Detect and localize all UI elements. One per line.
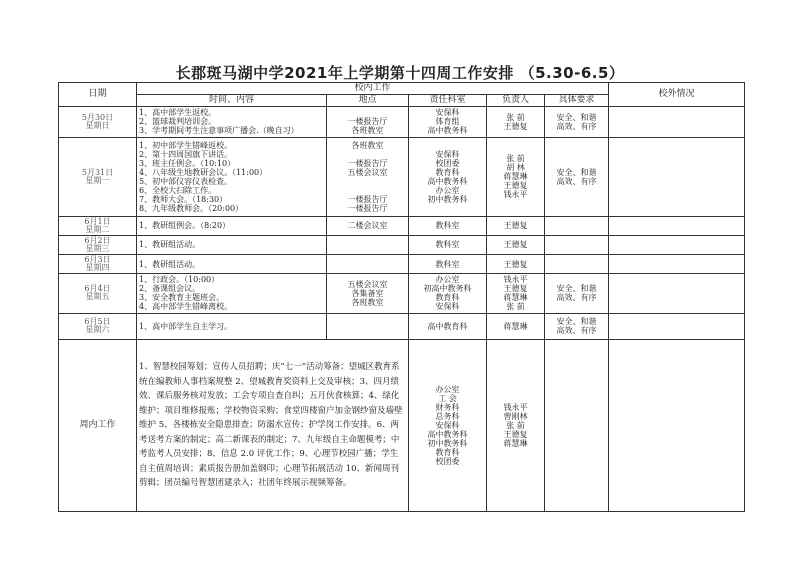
weekly-dept-cell bbox=[409, 339, 487, 511]
header-time-content: 时间、内容 bbox=[137, 95, 327, 107]
header-person: 负责人 bbox=[487, 95, 545, 107]
location-item bbox=[329, 177, 406, 186]
agenda-cell bbox=[137, 235, 327, 254]
requirement-cell bbox=[545, 254, 609, 273]
person-item: 王德复 bbox=[503, 284, 528, 294]
page-title: 长郡斑马湖中学2021年上学期第十四周工作安排 （5.30-6.5） bbox=[175, 64, 625, 82]
person-item: 王德复 bbox=[503, 259, 528, 269]
date-label: 6月5日 bbox=[84, 317, 111, 327]
date-cell bbox=[59, 254, 137, 273]
outside-cell bbox=[609, 216, 745, 235]
person-cell bbox=[487, 274, 545, 313]
agenda-item: 7、教师大会。（18:30） bbox=[139, 194, 228, 204]
dept-item: 教育科 bbox=[435, 167, 460, 177]
person-cell bbox=[487, 137, 545, 216]
requirement-item: 高效、有序 bbox=[556, 121, 597, 131]
location-cell bbox=[327, 254, 409, 273]
dept-cell bbox=[409, 235, 487, 254]
agenda-item: 1、高中部学生自主学习。 bbox=[139, 321, 233, 331]
table-row bbox=[59, 137, 745, 216]
date-label: 5月31日 bbox=[81, 167, 114, 177]
person-item: 王德复 bbox=[503, 221, 528, 231]
person-item: 曾刚林 bbox=[503, 411, 528, 421]
table-row bbox=[59, 107, 745, 137]
agenda-cell bbox=[137, 107, 327, 137]
dept-item: 安保科 bbox=[435, 108, 460, 118]
date-cell bbox=[59, 274, 137, 313]
agenda-item: 1、行政会。（10:00） bbox=[139, 275, 220, 285]
dept-item: 办公室 bbox=[435, 275, 460, 285]
requirement-cell bbox=[545, 274, 609, 313]
location-cell bbox=[327, 235, 409, 254]
outside-cell bbox=[609, 313, 745, 339]
person-item: 蒋慧琳 bbox=[503, 321, 528, 331]
table-row bbox=[59, 216, 745, 235]
weekly-row bbox=[59, 339, 745, 511]
person-item: 王德复 bbox=[503, 429, 528, 439]
dept-item: 工 会 bbox=[438, 393, 457, 403]
location-item: 五楼会议室 bbox=[347, 279, 388, 289]
requirement-item: 高效、有序 bbox=[556, 293, 597, 303]
dept-item: 财务科 bbox=[435, 402, 460, 412]
location-item bbox=[329, 322, 406, 331]
dept-item: 安保科 bbox=[435, 302, 460, 312]
dept-item: 初高中教务科 bbox=[423, 284, 472, 294]
requirement-cell bbox=[545, 107, 609, 137]
agenda-item: 5、初中部仪容仪表检查。 bbox=[139, 176, 233, 186]
dept-item: 总务科 bbox=[435, 411, 460, 421]
agenda-item: 1、初中部学生错峰返校。 bbox=[139, 140, 233, 150]
outside-cell bbox=[609, 254, 745, 273]
dept-item: 高中教育科 bbox=[427, 321, 468, 331]
header-requirements: 具体要求 bbox=[545, 95, 609, 107]
person-item: 蒋慧琳 bbox=[503, 438, 528, 448]
requirement-item: 高效、有序 bbox=[556, 326, 597, 336]
date-label: 6月1日 bbox=[84, 216, 111, 226]
requirement-cell bbox=[545, 235, 609, 254]
dept-item: 教育科 bbox=[435, 447, 460, 457]
agenda-item: 3、安全教育主题班会。 bbox=[139, 293, 225, 303]
person-item: 钱永平 bbox=[503, 190, 528, 200]
header-date: 日期 bbox=[59, 83, 137, 107]
agenda-cell bbox=[137, 254, 327, 273]
table-row bbox=[59, 254, 745, 273]
location-item bbox=[329, 150, 406, 159]
person-item: 胡 林 bbox=[506, 163, 525, 173]
location-item: 各班教室 bbox=[351, 140, 384, 150]
agenda-item: 2、第十四周国旗下讲话。 bbox=[139, 149, 233, 159]
agenda-item: 3、学考期间考生注意事项广播会.（晚自习） bbox=[139, 126, 299, 136]
weekday-label: 星期二 bbox=[85, 224, 110, 234]
agenda-cell bbox=[137, 137, 327, 216]
agenda-item: 3、班主任例会。（10:10） bbox=[139, 158, 236, 168]
weekday-label: 星期六 bbox=[85, 325, 110, 335]
date-cell bbox=[59, 216, 137, 235]
agenda-item: 1、教研组活动。 bbox=[139, 259, 201, 269]
location-item: 各班教室 bbox=[351, 126, 384, 136]
dept-item: 教科室 bbox=[435, 240, 460, 250]
outside-cell bbox=[609, 274, 745, 313]
header-location: 地点 bbox=[327, 95, 409, 107]
person-item: 张 前 bbox=[506, 420, 525, 430]
weekday-label: 星期日 bbox=[85, 120, 110, 130]
requirement-item: 安全、和谐 bbox=[556, 284, 597, 294]
outside-cell bbox=[609, 107, 745, 137]
dept-cell bbox=[409, 137, 487, 216]
dept-item: 教科室 bbox=[435, 221, 460, 231]
agenda-cell bbox=[137, 274, 327, 313]
dept-item: 校团委 bbox=[435, 456, 460, 466]
weekly-text: 1、智慧校园筹划；宣传人员招聘；庆“七一”活动筹备；望城区教育系统在编教师人事档案规整 2、望城教育奖资料上交及审核；3、四月绩效、课后服务核对发放；工会专项自查自纠；五月伙食核算；4、绿化维护；项目维修报账；学校物资采购；食堂四楼窗户加金钢纱窗及墙壁维护 5、各楼栋安全隐患排查；防溺水宣传；护学岗工作安排。6、两考送考方案的制定；高二新课表的制定；7、九年级自主命题模考；中考监考人员安排；8、信息 2.0 评优工作；9、心理节校园广播；学生自主值周培训；素质报告册加盖钢印；心理节拓展活动 10、新闻周刊剪辑；团员编号智慧团建录入；社团年终展示视频筹备。 bbox=[137, 339, 409, 511]
dept-item: 安保科 bbox=[435, 420, 460, 430]
weekly-requirement-cell bbox=[545, 339, 609, 511]
dept-item: 高中教务科 bbox=[427, 429, 468, 439]
location-item: 二楼会议室 bbox=[347, 221, 388, 231]
agenda-item: 2、备课组会议。 bbox=[139, 284, 201, 294]
agenda-item: 6、全校大扫除工作。 bbox=[139, 185, 217, 195]
date-label: 6月4日 bbox=[84, 284, 111, 294]
dept-cell bbox=[409, 107, 487, 137]
location-cell bbox=[327, 216, 409, 235]
location-cell bbox=[327, 274, 409, 313]
agenda-item: 8、九年级教师会。（20:00） bbox=[139, 203, 244, 213]
date-label: 6月3日 bbox=[84, 255, 111, 265]
dept-item: 教育科 bbox=[435, 293, 460, 303]
agenda-item: 4、八年级生地教研会议。（11:00） bbox=[139, 167, 268, 177]
person-item: 钱永平 bbox=[503, 275, 528, 285]
dept-item: 办公室 bbox=[435, 185, 460, 195]
requirement-item: 高效、有序 bbox=[556, 176, 597, 186]
weekday-label: 星期三 bbox=[85, 243, 110, 253]
requirement-item: 安全、和谐 bbox=[556, 167, 597, 177]
weekday-label: 星期一 bbox=[85, 175, 110, 185]
dept-item: 安保科 bbox=[435, 149, 460, 159]
agenda-item: 2、篮球裁判培训会。 bbox=[139, 117, 217, 127]
location-item bbox=[329, 260, 406, 269]
person-item: 张 前 bbox=[506, 154, 525, 164]
location-item: 一楼报告厅 bbox=[347, 203, 388, 213]
agenda-cell bbox=[137, 216, 327, 235]
dept-cell bbox=[409, 274, 487, 313]
location-item: 一楼报告厅 bbox=[347, 117, 388, 127]
person-cell bbox=[487, 216, 545, 235]
header-dept: 责任科室 bbox=[409, 95, 487, 107]
agenda-item: 1、高中部学生返校。 bbox=[139, 108, 217, 118]
outside-cell bbox=[609, 137, 745, 216]
schedule-table bbox=[58, 82, 745, 512]
dept-cell bbox=[409, 313, 487, 339]
person-item: 张 前 bbox=[506, 302, 525, 312]
header-outside: 校外情况 bbox=[609, 83, 745, 107]
requirement-item: 安全、和谐 bbox=[556, 317, 597, 327]
location-cell bbox=[327, 107, 409, 137]
date-label: 6月2日 bbox=[84, 235, 111, 245]
requirement-cell bbox=[545, 137, 609, 216]
table-row bbox=[59, 313, 745, 339]
person-item: 王德复 bbox=[503, 240, 528, 250]
date-cell bbox=[59, 235, 137, 254]
weekday-label: 星期四 bbox=[85, 263, 110, 273]
dept-item: 初中教务科 bbox=[427, 438, 468, 448]
agenda-item: 4、高中部学生错峰离校。 bbox=[139, 302, 233, 312]
person-item: 王德复 bbox=[503, 121, 528, 131]
dept-item: 高中教务科 bbox=[427, 176, 468, 186]
person-cell bbox=[487, 254, 545, 273]
date-cell bbox=[59, 107, 137, 137]
person-item: 王德复 bbox=[503, 181, 528, 191]
location-item: 一楼报告厅 bbox=[347, 158, 388, 168]
requirement-cell bbox=[545, 216, 609, 235]
person-cell bbox=[487, 313, 545, 339]
location-cell bbox=[327, 313, 409, 339]
dept-item: 初中教务科 bbox=[427, 194, 468, 204]
header-campus-work: 校内工作 bbox=[137, 83, 609, 95]
date-label: 5月30日 bbox=[81, 112, 114, 122]
location-item: 各班教室 bbox=[351, 297, 384, 307]
location-item bbox=[329, 186, 406, 195]
date-cell bbox=[59, 313, 137, 339]
location-item: 五楼会议室 bbox=[347, 167, 388, 177]
agenda-item: 1、教研组例会。（8:20） bbox=[139, 221, 231, 231]
location-item: 各集备室 bbox=[351, 288, 384, 298]
table-row bbox=[59, 235, 745, 254]
weekly-outside-cell bbox=[609, 339, 745, 511]
person-item: 蒋慧琳 bbox=[503, 172, 528, 182]
dept-item: 办公室 bbox=[435, 384, 460, 394]
person-item: 张 前 bbox=[506, 112, 525, 122]
outside-cell bbox=[609, 235, 745, 254]
table-row bbox=[59, 274, 745, 313]
location-item bbox=[329, 240, 406, 249]
dept-cell bbox=[409, 216, 487, 235]
requirement-cell bbox=[545, 313, 609, 339]
dept-item: 高中教务科 bbox=[427, 126, 468, 136]
person-item: 蒋慧琳 bbox=[503, 293, 528, 303]
dept-item: 校团委 bbox=[435, 158, 460, 168]
location-item: 一楼报告厅 bbox=[347, 194, 388, 204]
agenda-cell bbox=[137, 313, 327, 339]
person-cell bbox=[487, 107, 545, 137]
weekly-person-cell bbox=[487, 339, 545, 511]
weekday-label: 星期五 bbox=[85, 292, 110, 302]
dept-item: 教科室 bbox=[435, 259, 460, 269]
weekly-label: 周内工作 bbox=[59, 339, 137, 511]
person-cell bbox=[487, 235, 545, 254]
location-cell bbox=[327, 137, 409, 216]
agenda-item: 1、教研组活动。 bbox=[139, 240, 201, 250]
person-item: 钱永平 bbox=[503, 402, 528, 412]
date-cell bbox=[59, 137, 137, 216]
dept-cell bbox=[409, 254, 487, 273]
requirement-item: 安全、和谐 bbox=[556, 112, 597, 122]
dept-item: 体育组 bbox=[435, 117, 460, 127]
